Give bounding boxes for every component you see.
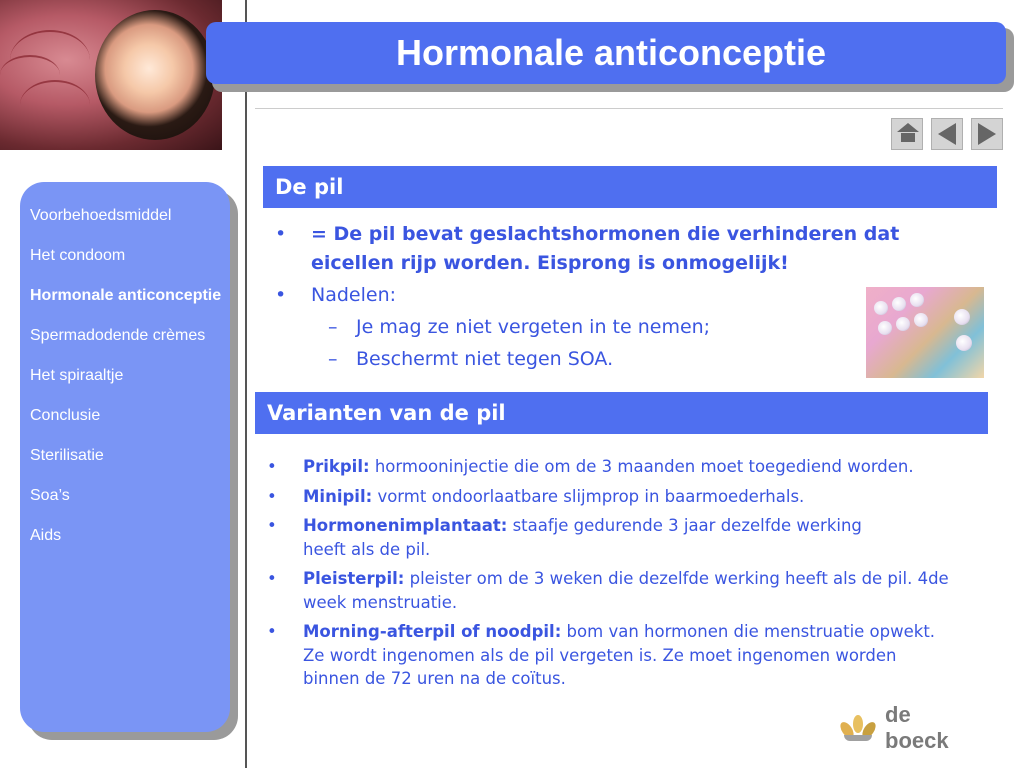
desc-pleisterpil: pleister om de 3 weken die dezelfde werking heeft als de pil. 4de week menstruatie. [303,569,949,612]
page-title: Hormonale anticonceptie [395,32,827,73]
sub-list-item: – Je mag ze niet vergeten in te nemen; [273,313,973,342]
term-morning-afterpil: Morning-afterpil of noodpil: [303,622,562,641]
sidebar-item-sterilisatie[interactable]: Sterilisatie [30,447,104,464]
term-prikpil: Prikpil: [303,457,370,476]
list-item: • Morning-afterpil of noodpil: bom van hormonen die menstruatie opwekt. Ze wordt ingenomen als de pil vergeten is. Ze moet ingenomen worden binnen de 72 uren na de coïtus. [267,622,936,688]
arrow-left-icon [938,123,956,145]
sidebar-item-voorbehoedsmiddel[interactable]: Voorbehoedsmiddel [30,207,172,224]
list-item: • Nadelen: [273,281,973,310]
term-pleisterpil: Pleisterpil: [303,569,405,588]
sidebar-item-spermadodende-cremes[interactable]: Spermadodende crèmes [30,327,206,344]
home-button[interactable] [891,118,923,150]
section-heading-varianten: Varianten van de pil [255,392,988,434]
varianten-bullets [265,455,965,697]
previous-button[interactable] [931,118,963,150]
pill-packs-photo [866,287,984,378]
desc-prikpil: hormooninjectie die om de 3 maanden moet toegediend worden. [369,457,914,476]
sidebar-item-soas[interactable]: Soa’s [30,487,70,504]
term-hormonenimplantaat: Hormonenimplantaat: [303,516,508,535]
bullet-definition: = De pil bevat geslachtshormonen die verhinderen dat eicellen rijp worden. Eisprong is onmogelijk! [311,223,900,274]
desc-hormonenimplantaat: staafje gedurende 3 jaar dezelfde werking heeft als de pil. [303,516,862,559]
sub-bullet-soa: Beschermt niet tegen SOA. [356,348,614,370]
sidebar-item-het-spiraaltje[interactable]: Het spiraaltje [30,367,124,384]
list-item: • Pleisterpil: pleister om de 3 weken die dezelfde werking heeft als de pil. 4de week menstruatie. [267,569,949,612]
sidebar-item-hormonale-anticonceptie[interactable]: Hormonale anticonceptie [30,287,222,304]
section-heading-de-pil: De pil [263,166,997,208]
vertical-divider [245,0,247,768]
logo-text: de boeck [885,702,949,753]
list-item: • = De pil bevat geslachtshormonen die verhinderen dat eicellen rijp worden. Eisprong is onmogelijk! [273,220,973,278]
de-boeck-logo [838,702,978,753]
list-item: • Hormonenimplantaat: staafje gedurende 3 jaar dezelfde werking heeft als de pil. [267,516,862,559]
term-minipil: Minipil: [303,486,373,506]
home-icon [892,118,922,150]
leaf-logo-icon [838,713,877,743]
list-item: • Prikpil: hormooninjectie die om de 3 maanden moet toegediend worden. [267,457,914,476]
title-banner [206,22,1006,84]
next-button[interactable] [971,118,1003,150]
sub-list-item: – Beschermt niet tegen SOA. [273,345,973,374]
sidebar-item-conclusie[interactable]: Conclusie [30,407,101,424]
list-item: • Minipil: vormt ondoorlaatbare slijmprop in baarmoederhals. [267,486,805,506]
desc-minipil: vormt ondoorlaatbare slijmprop in baarmoederhals. [372,486,805,506]
bullet-nadelen: Nadelen: [311,284,397,306]
sidebar-item-het-condoom[interactable]: Het condoom [30,247,126,264]
sub-bullet-vergeten: Je mag ze niet vergeten in te nemen; [356,316,711,338]
sidebar-item-aids[interactable]: Aids [30,527,62,544]
sidebar [20,182,230,732]
desc-morning-afterpil: bom van hormonen die menstruatie opwekt. Ze wordt ingenomen als de pil vergeten is. Ze moet ingenomen worden binnen de 72 uren na de coïtus. [303,622,936,688]
arrow-right-icon [978,123,996,145]
embryo-photo [0,0,222,150]
title-underline [255,108,1003,109]
